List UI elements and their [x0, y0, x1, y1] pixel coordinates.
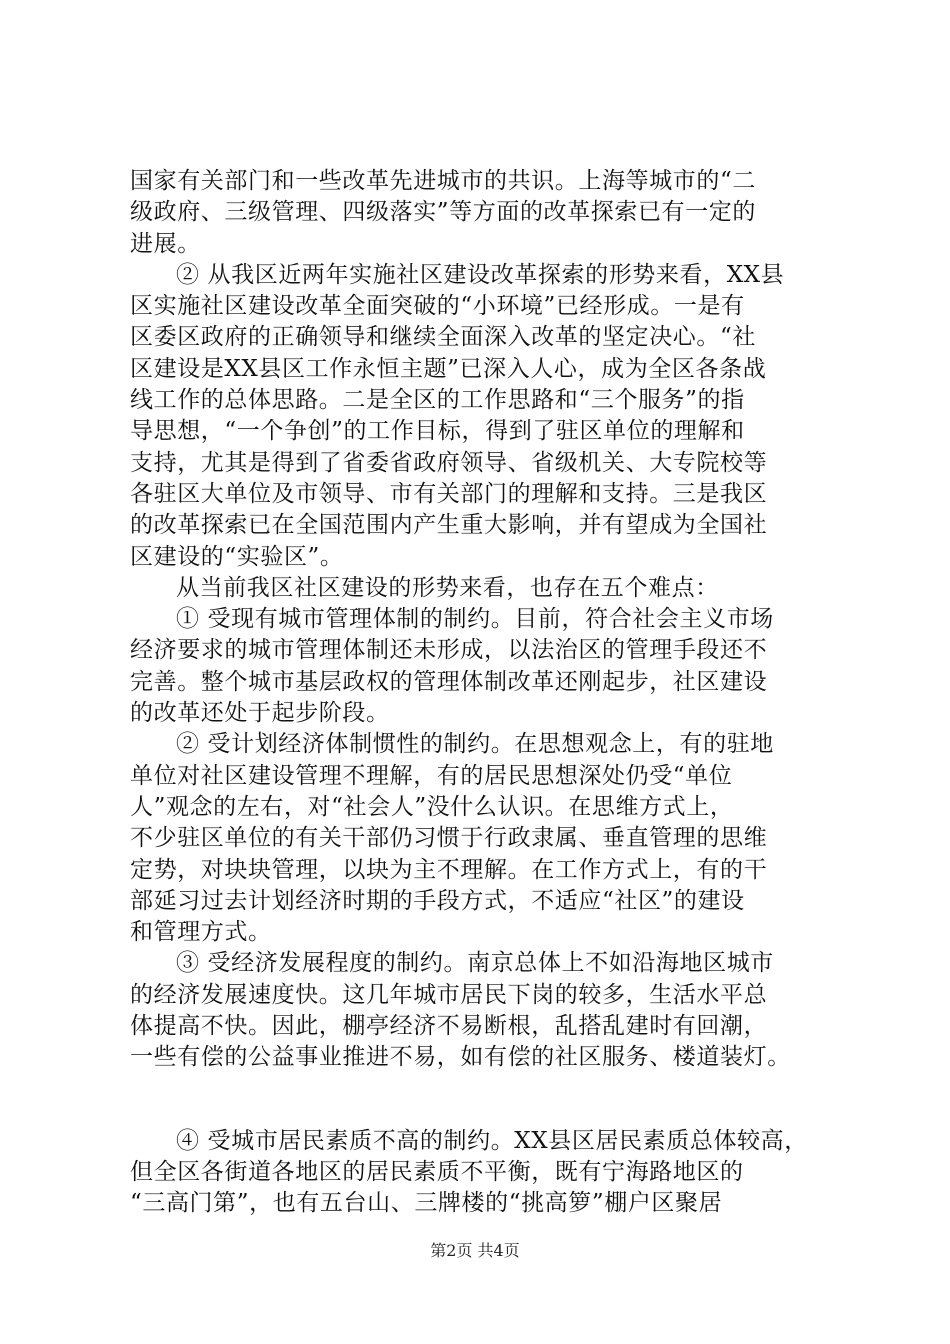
- paragraph-gap: [130, 1074, 830, 1126]
- text-line: 从当前我区社区建设的形势来看，也存在五个难点：: [176, 574, 719, 601]
- text-line: 的改革探索已在全国范围内产生重大影响，并有望成为全国社: [130, 512, 768, 539]
- text-line: 级政府、三级管理、四级落实”等方面的改革探索已有一定的: [130, 199, 756, 226]
- text-line: 进展。: [130, 230, 201, 257]
- text-line: ③ 受经济发展程度的制约。南京总体上不如沿海地区城市: [176, 950, 774, 977]
- text-line: 完善。整个城市基层政权的管理体制改革还刚起步，社区建设: [130, 668, 768, 695]
- text-line: 国家有关部门和一些改革先进城市的共识。上海等城市的“二: [130, 168, 756, 194]
- text-line: 体提高不快。因此，棚亭经济不易断根，乱搭乱建时有回潮，: [130, 1013, 768, 1040]
- text-line: 经济要求的城市管理体制还未形成，以法治区的管理手段还不: [130, 637, 768, 664]
- text-line: 但全区各街道各地区的居民素质不平衡，既有宁海路地区的: [130, 1158, 744, 1185]
- text-line: 区实施社区建设改革全面突破的“小环境”已经形成。一是有: [130, 293, 745, 320]
- text-line: 定势，对块块管理，以块为主不理解。在工作方式上，有的干: [130, 856, 768, 883]
- text-line: 支持，尤其是得到了省委省政府领导、省级机关、大专院校等: [130, 449, 768, 476]
- text-line: 区建设是XX县区工作永恒主题”已深入人心，成为全区各条战: [130, 355, 767, 382]
- text-line: 区建设的“实验区”。: [130, 543, 344, 570]
- text-line: 一些有偿的公益事业推进不易，如有偿的社区服务、楼道装灯。: [130, 1044, 791, 1071]
- text-line: 导思想，“一个争创”的工作目标，得到了驻区单位的理解和: [130, 418, 745, 445]
- text-line: 区委区政府的正确领导和继续全面深入改革的坚定决心。“社: [130, 324, 756, 351]
- text-line: ① 受现有城市管理体制的制约。目前，符合社会主义市场: [176, 606, 774, 633]
- text-line: 各驻区大单位及市领导、市有关部门的理解和支持。三是我区: [130, 480, 768, 507]
- text-line: 不少驻区单位的有关干部仍习惯于行政隶属、垂直管理的思维: [130, 825, 768, 852]
- text-line: ② 受计划经济体制惯性的制约。在思想观念上，有的驻地: [176, 731, 774, 758]
- text-line: ④ 受城市居民素质不高的制约。XX县区居民素质总体较高，: [176, 1127, 808, 1154]
- text-line: 人”观念的左右，对“社会人”没什么认识。在思维方式上，: [130, 793, 734, 820]
- text-line: 单位对社区建设管理不理解，有的居民思想深处仍受“单位: [130, 762, 733, 789]
- text-line: 和管理方式。: [130, 919, 272, 946]
- text-line: 线工作的总体思路。二是全区的工作思路和“三个服务”的指: [130, 387, 745, 414]
- document-body: [130, 166, 830, 1220]
- text-line: 的改革还处于起步阶段。: [130, 700, 390, 727]
- text-line: 的经济发展速度快。这几年城市居民下岗的较多，生活水平总: [130, 981, 768, 1008]
- text-line: 部延习过去计划经济时期的手段方式，不适应“社区”的建设: [130, 887, 745, 914]
- text-line: ② 从我区近两年实施社区建设改革探索的形势来看，XX县: [176, 261, 785, 288]
- page-number-footer: 第2页 共4页: [430, 1241, 520, 1260]
- text-line: “三高门第”，也有五台山、三牌楼的“挑高箩”棚户区聚居: [130, 1190, 723, 1217]
